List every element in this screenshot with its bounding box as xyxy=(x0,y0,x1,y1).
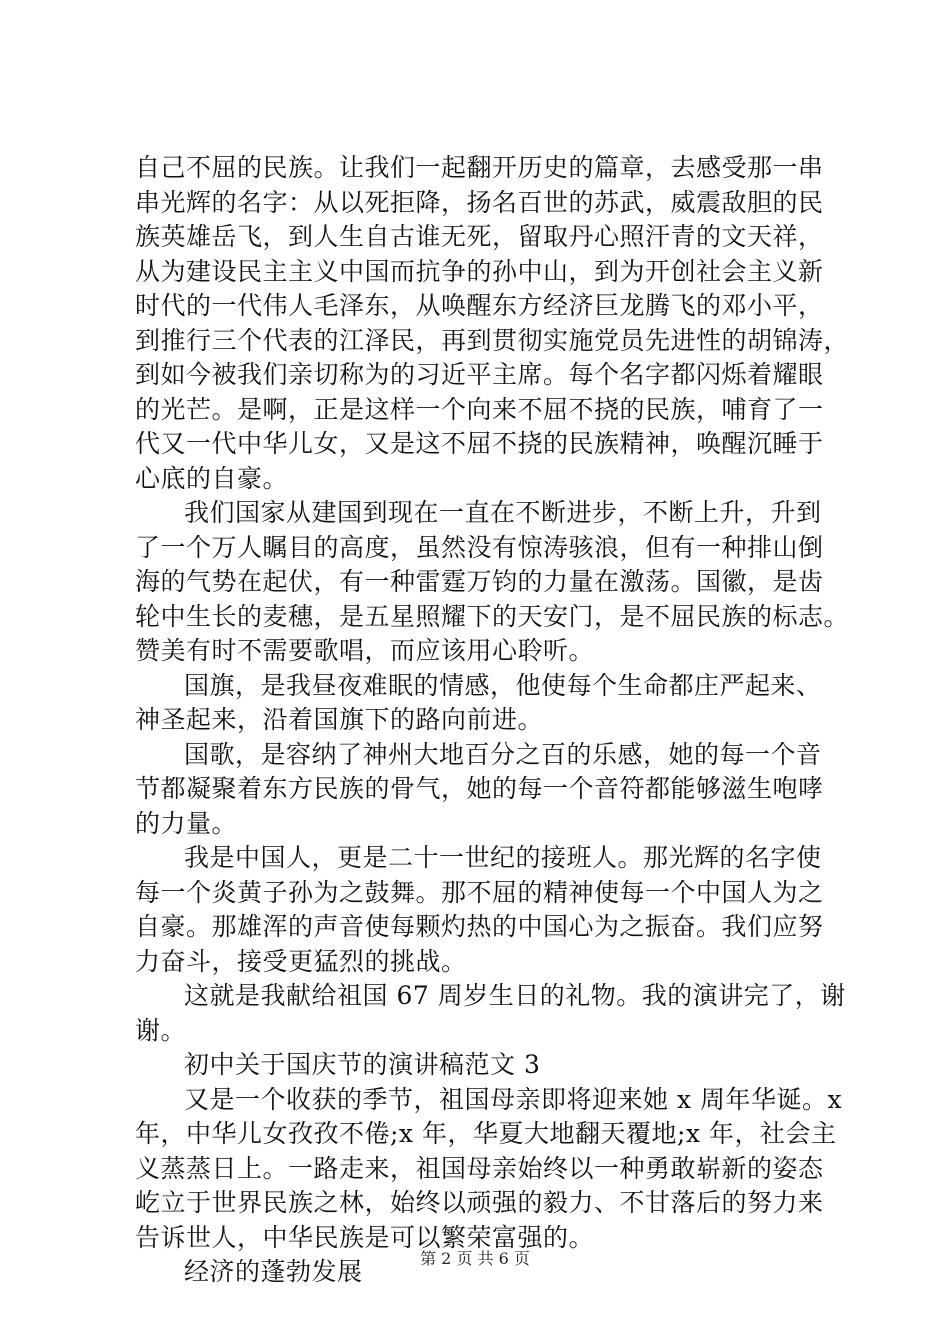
text-line: 族英雄岳飞，到人生自古谁无死，留取丹心照汗青的文天祥， xyxy=(135,222,824,251)
text-line: 到推行三个代表的江泽民，再到贯彻实施党员先进性的胡锦涛， xyxy=(135,325,850,355)
document-body xyxy=(135,151,850,1290)
text-line: 力奋斗，接受更猛烈的挑战。 xyxy=(135,946,467,976)
text-line: 神圣起来，沿着国旗下的路向前进。 xyxy=(135,705,544,734)
page-footer xyxy=(0,1246,950,1269)
text-line: 告诉世人，中华民族是可以繁荣富强的。 xyxy=(135,1222,595,1252)
text-line: 这就是我献给祖国 67 周岁生日的礼物。我的演讲完了，谢 xyxy=(184,981,846,1010)
text-line: 的力量。 xyxy=(135,808,238,838)
text-line: 我是中国人，更是二十一世纪的接班人。那光辉的名字使 xyxy=(184,843,822,872)
text-line: 自己不屈的民族。让我们一起翻开历史的篇章，去感受那一串 xyxy=(135,153,824,182)
text-line: 了一个万人瞩目的高度，虽然没有惊涛骇浪，但有一种排山倒 xyxy=(135,532,824,562)
text-line: 心底的自豪。 xyxy=(135,463,289,493)
text-line: 国歌，是容纳了神州大地百分之百的乐感，她的每一个音 xyxy=(184,739,822,769)
text-line: 经济的蓬勃发展 xyxy=(184,1257,363,1286)
text-line: 国旗，是我昼夜难眠的情感，他使每个生命都庄严起来、 xyxy=(184,670,822,700)
text-line: 赞美有时不需要歌唱，而应该用心聆听。 xyxy=(135,636,595,665)
text-line: 初中关于国庆节的演讲稿范文 3 xyxy=(184,1050,541,1079)
text-line: 的光芒。是啊，正是这样一个向来不屈不挠的民族，哺育了一 xyxy=(135,394,824,424)
text-line: 从为建设民主主义中国而抗争的孙中山，到为开创社会主义新 xyxy=(135,256,824,286)
text-line: 代又一代中华儿女，又是这不屈不挠的民族精神，唤醒沉睡于 xyxy=(135,429,824,458)
text-line: 每一个炎黄子孙为之鼓舞。那不屈的精神使每一个中国人为之 xyxy=(135,877,824,907)
text-line: 屹立于世界民族之林，始终以顽强的毅力、不甘落后的努力来 xyxy=(135,1188,824,1217)
text-line: 义蒸蒸日上。一路走来，祖国母亲始终以一种勇敢崭新的姿态 xyxy=(135,1153,824,1183)
text-line: 海的气势在起伏，有一种雷霆万钧的力量在激荡。国徽，是齿 xyxy=(135,567,824,596)
text-line: 自豪。那雄浑的声音使每颗灼热的中国心为之振奋。我们应努 xyxy=(135,912,824,941)
page-number-label: 第 2 页 共 6 页 xyxy=(420,1249,530,1268)
text-line: 时代的一代伟人毛泽东，从唤醒东方经济巨龙腾飞的邓小平， xyxy=(135,291,824,320)
text-line: 串光辉的名字：从以死拒降，扬名百世的苏武，威震敌胆的民 xyxy=(135,187,824,217)
text-line: 又是一个收获的季节，祖国母亲即将迎来她 x 周年华诞。x xyxy=(184,1084,843,1114)
text-line: 到如今被我们亲切称为的习近平主席。每个名字都闪烁着耀眼 xyxy=(135,360,824,389)
text-line: 我们国家从建国到现在一直在不断进步，不断上升，升到 xyxy=(184,498,822,527)
text-line: 谢。 xyxy=(135,1015,187,1045)
text-line: 节都凝聚着东方民族的骨气，她的每一个音符都能够滋生咆哮 xyxy=(135,774,824,803)
text-line: 年，中华儿女孜孜不倦;x 年，华夏大地翻天覆地;x 年，社会主 xyxy=(135,1119,837,1148)
text-line: 轮中生长的麦穗，是五星照耀下的天安门，是不屈民族的标志。 xyxy=(135,601,850,631)
